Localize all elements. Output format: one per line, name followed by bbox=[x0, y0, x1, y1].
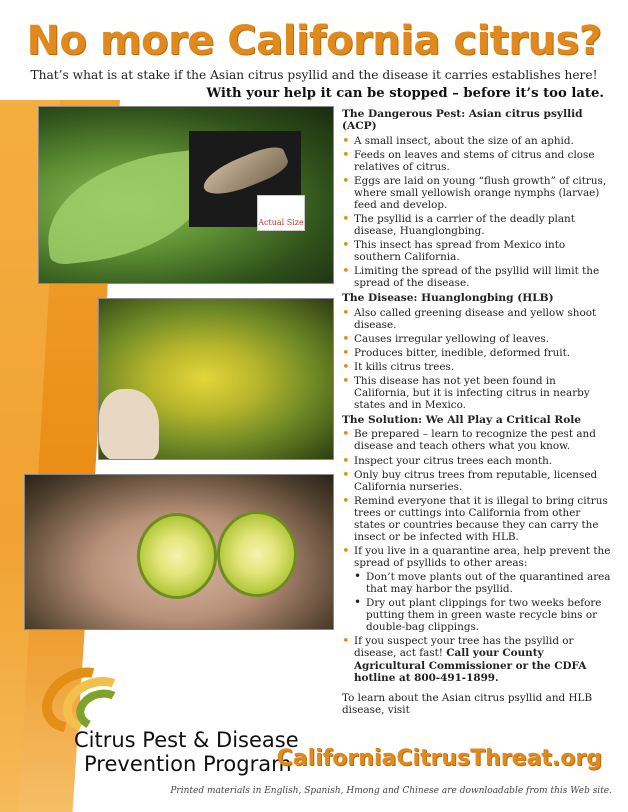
list-item: • Eggs are laid on young “flush growth” of citrus, where small yellowish orange nymphs (larvae) feed and develop. bbox=[342, 175, 612, 211]
page-subtitle: That’s what is at stake if the Asian citrus psyllid and the disease it carries establishes here! bbox=[30, 68, 598, 82]
deformed-fruit-photo bbox=[24, 474, 334, 630]
list-item: • Produces bitter, inedible, deformed fruit. bbox=[342, 347, 612, 359]
list-item: • It kills citrus trees. bbox=[342, 361, 612, 373]
list-item: • Limiting the spread of the psyllid will limit the spread of the disease. bbox=[342, 265, 612, 289]
list-item: • This insect has spread from Mexico into southern California. bbox=[342, 239, 612, 263]
website-link[interactable]: CaliforniaCitrusThreat.org bbox=[276, 746, 602, 771]
psyllid-insect-image bbox=[199, 142, 292, 203]
pest-heading: The Dangerous Pest: Asian citrus psyllid (ACP) bbox=[342, 108, 583, 133]
yellowing-leaf-photo bbox=[98, 298, 334, 460]
list-item: • A small insect, about the size of an aphid. bbox=[342, 135, 612, 147]
sub-list-item: • Don’t move plants out of the quarantined area that may harbor the psyllid. bbox=[354, 571, 612, 595]
page-title: No more California citrus? bbox=[26, 18, 602, 64]
act-fast-text: If you suspect your tree has the psyllid or disease, act fast! bbox=[354, 635, 574, 660]
psyllid-on-leaf-photo bbox=[38, 106, 334, 284]
list-item bbox=[342, 545, 612, 633]
list-item: • Only buy citrus trees from reputable, licensed California nurseries. bbox=[342, 469, 612, 493]
list-item bbox=[342, 635, 612, 683]
sub-list-item: • Dry out plant clippings for two weeks before putting them in green waste recycle bins or double-bag clippings. bbox=[354, 597, 612, 633]
learn-more-text: To learn about the Asian citrus psyllid and HLB disease, visit bbox=[342, 691, 593, 716]
list-item: • Feeds on leaves and stems of citrus and close relatives of citrus. bbox=[342, 149, 612, 173]
pest-list bbox=[342, 135, 612, 290]
list-item: • Remind everyone that it is illegal to bring citrus trees or cuttings into California from other states or countries because they can carry the insect or be infected with HLB. bbox=[342, 495, 612, 543]
hotline-text: Call your County Agricultural Commissioner or the CDFA hotline at 800-491-1899. bbox=[354, 647, 587, 684]
actual-size-label: Actual Size bbox=[257, 195, 305, 231]
solution-list bbox=[342, 428, 612, 683]
list-item: • Be prepared – learn to recognize the pest and disease and teach others what you know. bbox=[342, 428, 612, 452]
quarantine-sublist bbox=[354, 571, 612, 633]
disease-list bbox=[342, 307, 612, 412]
page-tagline: With your help it can be stopped – before it’s too late. bbox=[206, 86, 604, 101]
list-item: • This disease has not yet been found in California, but it is infecting citrus in nearby states and in Mexico. bbox=[342, 375, 612, 411]
program-name-line2: Prevention Program bbox=[84, 752, 292, 776]
fruit-half-left bbox=[137, 513, 217, 599]
quarantine-item-text: If you live in a quarantine area, help prevent the spread of psyllids to other areas: bbox=[354, 544, 611, 569]
solution-heading: The Solution: We All Play a Critical Role bbox=[342, 414, 582, 427]
list-item: • Also called greening disease and yellow shoot disease. bbox=[342, 307, 612, 331]
program-name-line1: Citrus Pest & Disease bbox=[74, 728, 299, 752]
footer-note: Printed materials in English, Spanish, Hmong and Chinese are downloadable from this Web site. bbox=[170, 786, 612, 796]
disease-heading: The Disease: Huanglongbing (HLB) bbox=[342, 292, 554, 305]
list-item: • Inspect your citrus trees each month. bbox=[342, 455, 612, 467]
hand-image bbox=[99, 389, 159, 460]
list-item: • The psyllid is a carrier of the deadly plant disease, Huanglongbing. bbox=[342, 213, 612, 237]
list-item: • Causes irregular yellowing of leaves. bbox=[342, 333, 612, 345]
fruit-half-right bbox=[217, 511, 297, 597]
main-content bbox=[342, 108, 612, 716]
